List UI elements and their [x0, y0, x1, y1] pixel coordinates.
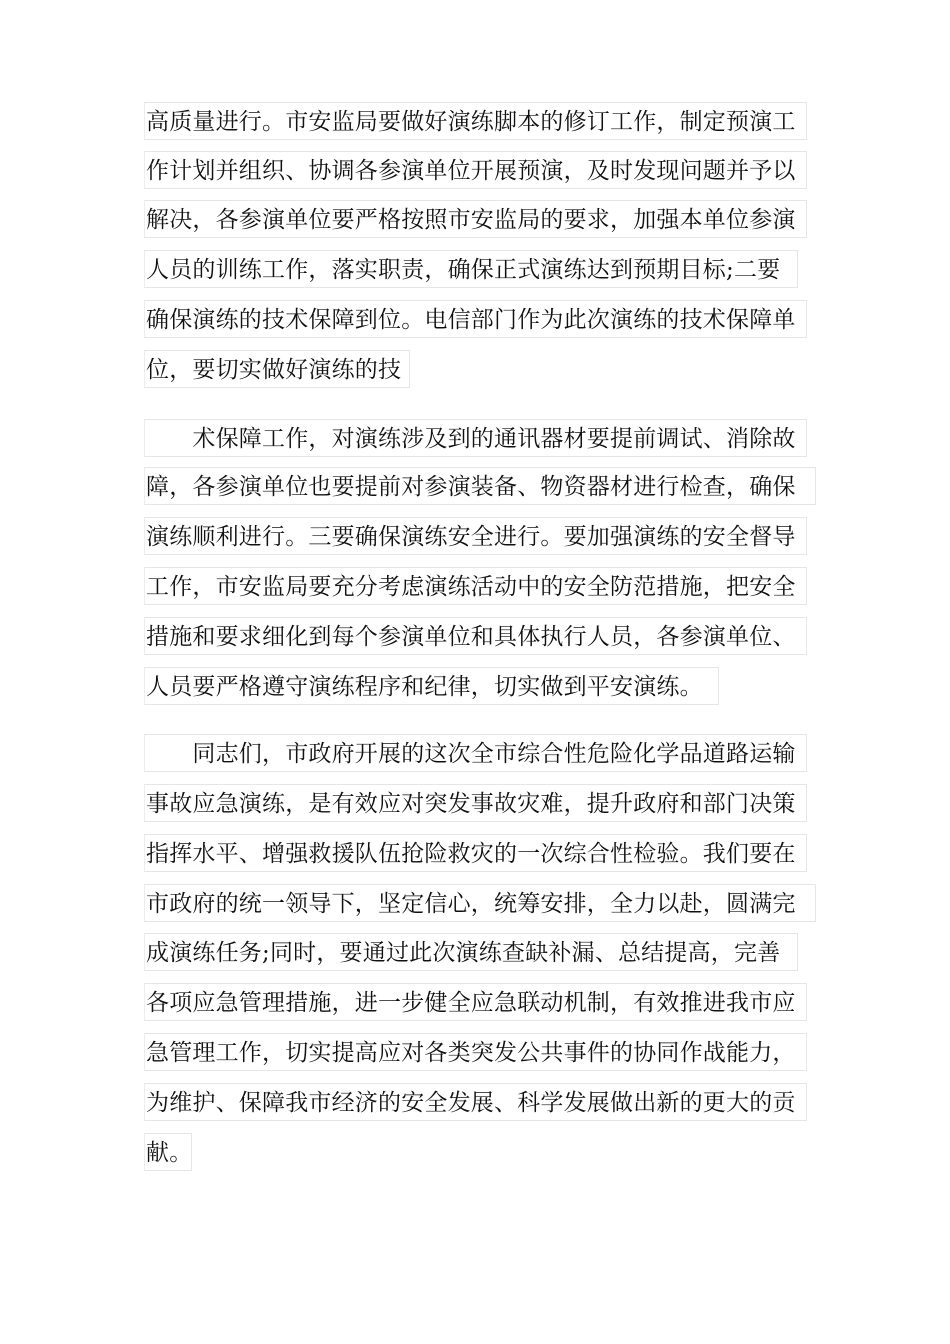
text-line: 位，要切实做好演练的技	[144, 350, 410, 388]
text-line: 术保障工作，对演练涉及到的通讯器材要提前调试、消除故	[144, 419, 807, 457]
text-line: 献。	[144, 1133, 192, 1171]
text-line: 障，各参演单位也要提前对参演装备、物资器材进行检查，确保	[144, 467, 816, 505]
text-line: 指挥水平、增强救援队伍抢险救灾的一次综合性检验。我们要在	[144, 834, 807, 872]
text-line: 确保演练的技术保障到位。电信部门作为此次演练的技术保障单	[144, 300, 807, 338]
text-line: 演练顺利进行。三要确保演练安全进行。要加强演练的安全督导	[144, 517, 807, 555]
text-line: 高质量进行。市安监局要做好演练脚本的修订工作，制定预演工	[144, 102, 807, 140]
text-line: 市政府的统一领导下，坚定信心，统筹安排，全力以赴，圆满完	[144, 884, 816, 922]
text-line: 工作，市安监局要充分考虑演练活动中的安全防范措施，把安全	[144, 567, 807, 605]
text-line: 为维护、保障我市经济的安全发展、科学发展做出新的更大的贡	[144, 1083, 807, 1121]
text-line: 急管理工作，切实提高应对各类突发公共事件的协同作战能力，	[144, 1033, 807, 1071]
text-line: 成演练任务;同时，要通过此次演练查缺补漏、总结提高，完善	[144, 933, 798, 971]
text-line: 作计划并组织、协调各参演单位开展预演，及时发现问题并予以	[144, 151, 807, 189]
text-line: 同志们，市政府开展的这次全市综合性危险化学品道路运输	[144, 734, 807, 772]
text-line: 人员的训练工作，落实职责，确保正式演练达到预期目标;二要	[144, 250, 798, 288]
text-line: 各项应急管理措施，进一步健全应急联动机制，有效推进我市应	[144, 983, 807, 1021]
text-line: 事故应急演练，是有效应对突发事故灾难，提升政府和部门决策	[144, 784, 807, 822]
text-line: 解决，各参演单位要严格按照市安监局的要求，加强本单位参演	[144, 200, 807, 238]
text-line: 人员要严格遵守演练程序和纪律，切实做到平安演练。	[144, 667, 719, 705]
text-line: 措施和要求细化到每个参演单位和具体执行人员，各参演单位、	[144, 617, 807, 655]
